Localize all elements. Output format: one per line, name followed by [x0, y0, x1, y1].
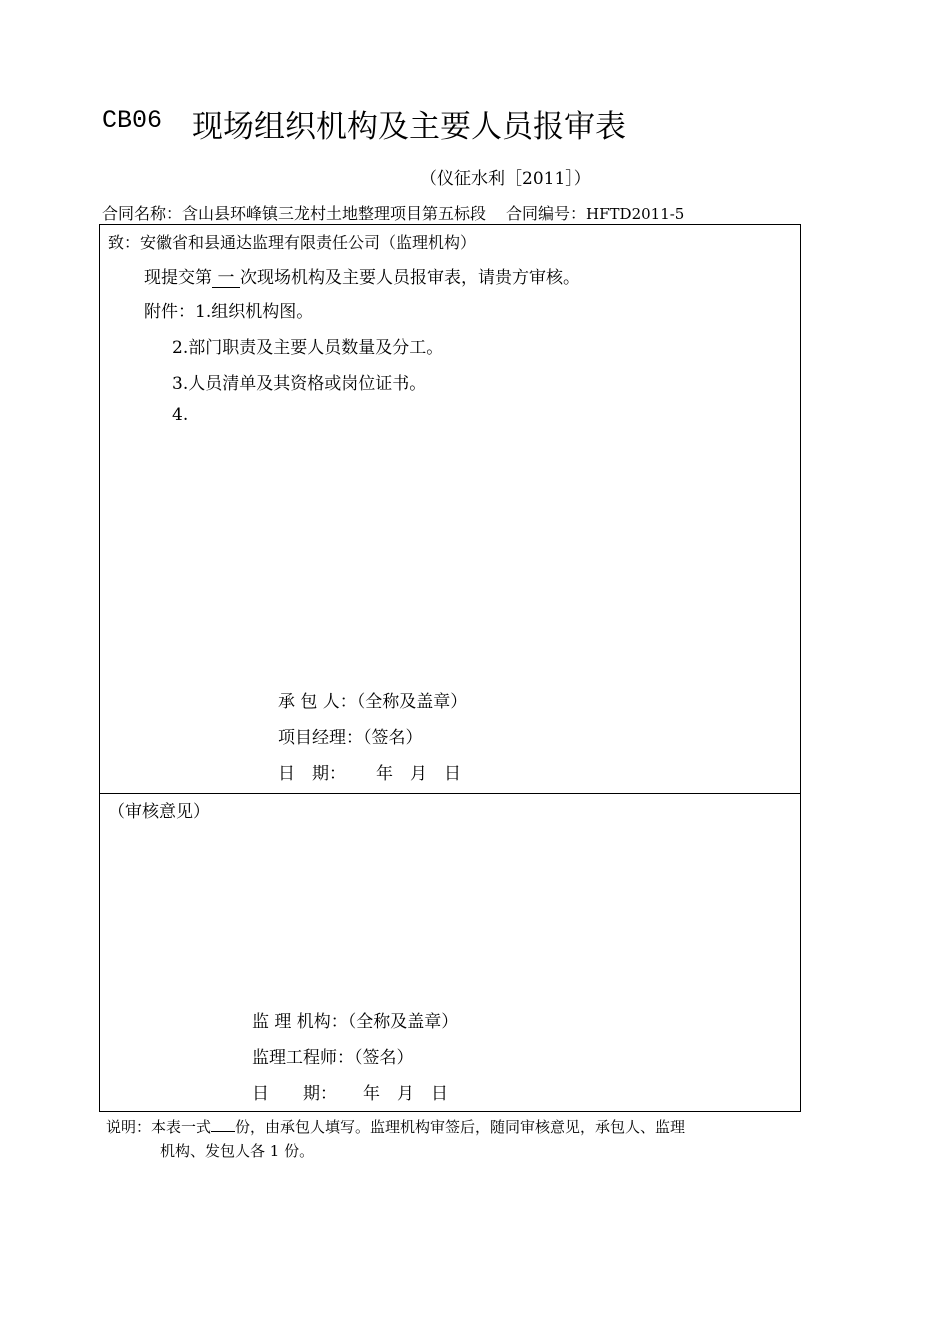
note-line-1 — [106, 1116, 685, 1137]
review-date-label: 日 期： — [252, 1084, 337, 1104]
review-section — [99, 793, 801, 1112]
contractor-signature-line: 承 包 人：（全称及盖章） — [278, 692, 468, 712]
statement-suffix: 次现场机构及主要人员报审表，请贵方审核。 — [240, 268, 580, 288]
note-line-2: 机构、发包人各 1 份。 — [160, 1142, 315, 1160]
contract-no-label: 合同编号： — [506, 204, 587, 223]
project-manager-signature-line: 项目经理：（签名） — [278, 728, 423, 748]
date-label: 日 期： — [278, 764, 346, 784]
submission-statement — [144, 263, 580, 288]
issuer-reference: （仪征水利［2011］） — [420, 169, 591, 189]
date-fields: 年 月 日 — [376, 764, 461, 784]
contract-name-label: 合同名称： — [102, 204, 183, 223]
form-code: CB06 — [102, 106, 163, 135]
review-date-line — [252, 1079, 448, 1104]
submission-date-line — [278, 759, 461, 784]
engineer-signature-line: 监理工程师：（签名） — [252, 1048, 414, 1068]
attachments-label: 附件： — [144, 302, 195, 322]
contract-name-value: 含山县环峰镇三龙村土地整理项目第五标段 — [182, 204, 487, 223]
contract-no-value: HFTD2011-5 — [586, 205, 685, 223]
review-date-fields: 年 月 日 — [363, 1084, 448, 1104]
recipient-line: 致：安徽省和县通达监理有限责任公司（监理机构） — [108, 233, 477, 252]
attachment-text-1: 1.组织机构图。 — [195, 302, 314, 322]
review-opinion-label: （审核意见） — [108, 802, 210, 822]
contract-info-line — [102, 201, 684, 224]
attachment-item-2: 2.部门职责及主要人员数量及分工。 — [172, 338, 444, 358]
attachment-item-1 — [144, 297, 313, 322]
submission-count-field[interactable]: 一 — [212, 270, 240, 288]
statement-prefix: 现提交第 — [144, 268, 212, 288]
form-title: 现场组织机构及主要人员报审表 — [192, 109, 626, 145]
copies-count-field[interactable] — [211, 1117, 235, 1132]
note-suffix: 份，由承包人填写。监理机构审签后，随同审核意见，承包人、监理 — [235, 1118, 686, 1136]
attachment-item-4: 4. — [172, 405, 189, 425]
supervisor-signature-line: 监 理 机构：（全称及盖章） — [252, 1012, 459, 1032]
note-prefix: 说明：本表一式 — [106, 1118, 212, 1136]
attachment-item-3: 3.人员清单及其资格或岗位证书。 — [172, 374, 427, 394]
submission-section — [99, 224, 801, 794]
